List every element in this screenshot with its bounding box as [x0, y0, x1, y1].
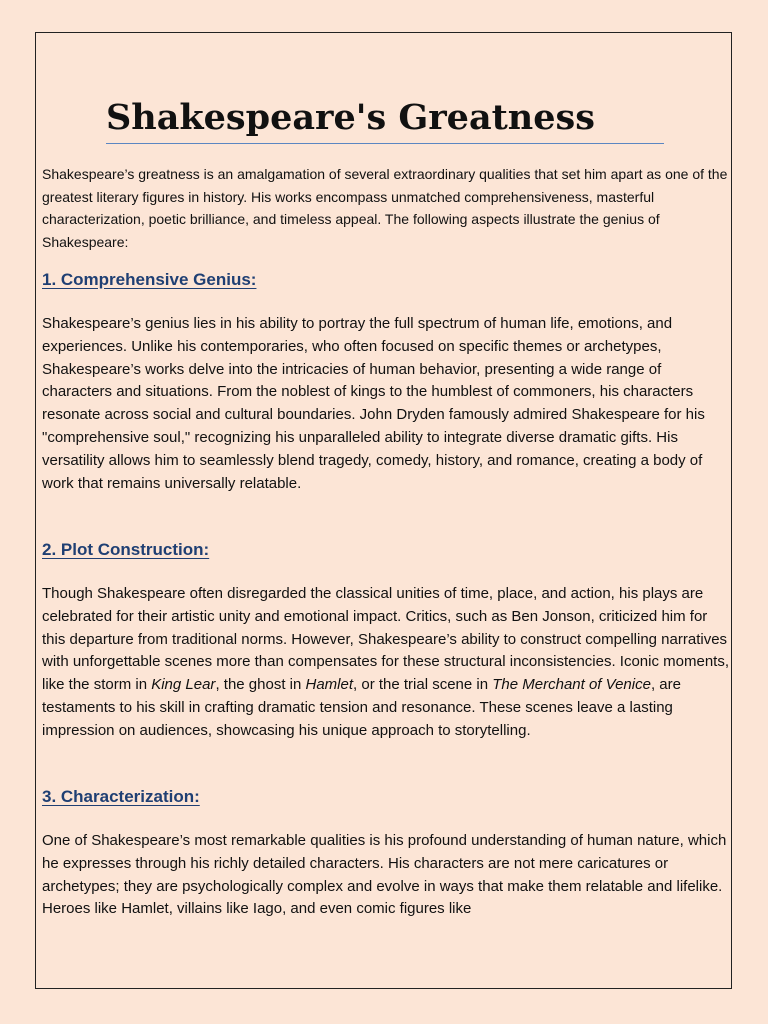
document-title: Shakespeare's Greatness [106, 97, 595, 138]
body-text: , or the trial scene in [353, 676, 493, 694]
intro-paragraph: Shakespeare’s greatness is an amalgamation of several extraordinary qualities that set him apart as one of the greatest literary figures in history. His works encompass unmatched comprehensiveness, masterful characterization, poetic brilliance, and timeless appeal. The following aspects illustrate the genius of Shakespeare: [42, 166, 728, 250]
body-text: , are testaments to his skill in crafting dramatic tension and resonance. These scenes leave a lasting impression on audiences, showcasing his unique approach to storytelling. [42, 676, 681, 739]
body-text: Though Shakespeare often disregarded the classical unities of time, place, and action, his plays are celebrated for their artistic unity and emotional impact. Critics, such as Ben Jonson, criticized him for this departure from traditional norms. However, Shakespeare’s ability to construct compelling narratives with unforgettable scenes more than compensates for these structural inconsistencies. Iconic moments, like the storm in [42, 585, 730, 694]
section-heading-comprehensive-genius: 1. Comprehensive Genius: [42, 270, 257, 289]
section-body-plot-construction [42, 583, 730, 743]
title-underline [106, 143, 664, 144]
section-heading-characterization: 3. Characterization: [42, 787, 200, 806]
play-title-hamlet: Hamlet [305, 676, 354, 694]
body-text: , the ghost in [215, 676, 306, 694]
section-body-comprehensive-genius: Shakespeare’s genius lies in his ability to portray the full spectrum of human life, emotions, and experiences. Unlike his contemporaries, who often focused on specific themes or archetypes, Shakespeare’s works delve into the intricacies of human behavior, presenting a wide range of characters and situations. From the noblest of kings to the humblest of commoners, his characters resonate across social and cultural boundaries. John Dryden famously admired Shakespeare for his "comprehensive soul," recognizing his unparalleled ability to integrate diverse dramatic gifts. His versatility allows him to seamlessly blend tragedy, comedy, history, and romance, creating a body of work that remains universally relatable. [42, 315, 705, 492]
section-body-characterization: One of Shakespeare’s most remarkable qualities is his profound understanding of human nature, which he expresses through his richly detailed characters. His characters are not mere caricatures or archetypes; they are psychologically complex and evolve in ways that make them relatable and lifelike. Heroes like Hamlet, villains like Iago, and even comic figures like [42, 832, 727, 918]
play-title-king-lear: King Lear [151, 676, 216, 694]
section-heading-plot-construction: 2. Plot Construction: [42, 540, 210, 559]
play-title-merchant-of-venice: The Merchant of Venice [492, 676, 651, 694]
